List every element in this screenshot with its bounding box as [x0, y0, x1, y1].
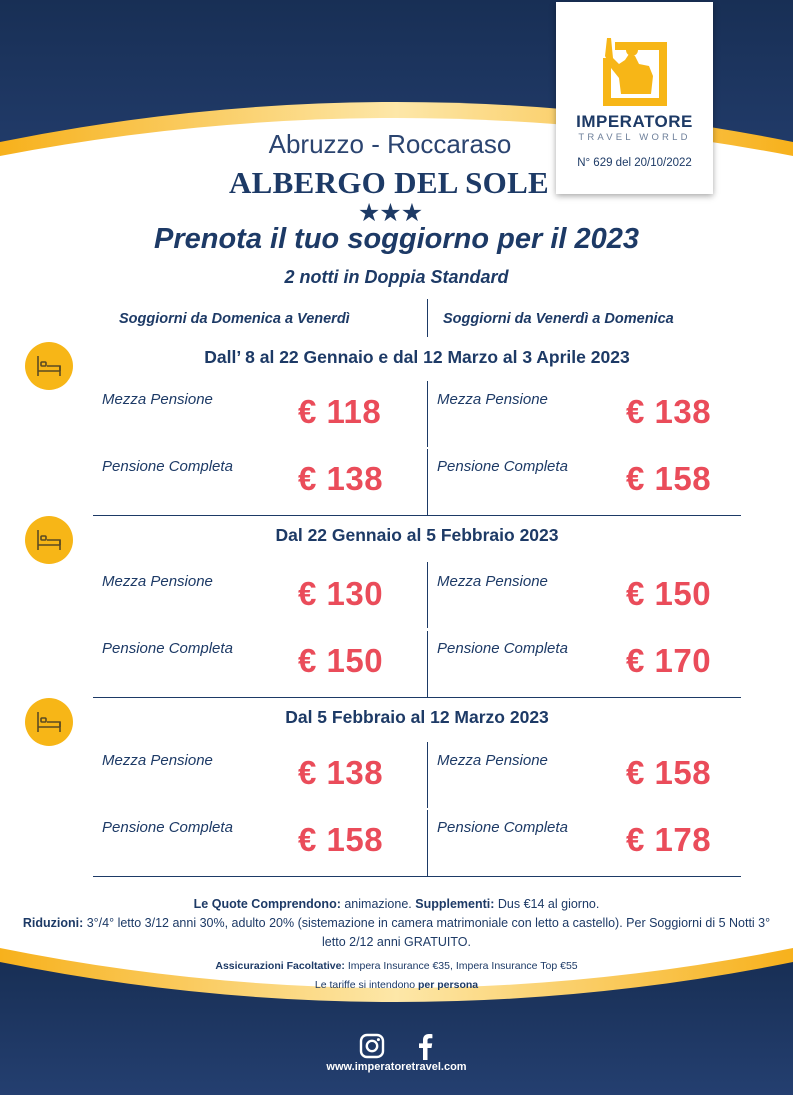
board-label: Mezza Pensione — [437, 391, 548, 408]
reductions-note — [20, 914, 773, 952]
insurance-label: Assicurazioni Facoltative: — [215, 960, 345, 972]
hotel-name: ALBERGO DEL SOLE — [228, 165, 550, 200]
price: € 158 — [626, 460, 712, 497]
price: € 170 — [626, 642, 712, 679]
column-divider — [427, 299, 428, 337]
period-title: Dal 22 Gennaio al 5 Febbraio 2023 — [275, 525, 559, 545]
supplements-text: Dus €14 al giorno. — [494, 897, 600, 911]
section-divider — [93, 515, 741, 516]
column-header-right: Soggiorni da Venerdì a Domenica — [443, 311, 674, 327]
logo-name: IMPERATORE — [576, 112, 693, 131]
insurance-text: Impera Insurance €35, Impera Insurance Top €55 — [344, 960, 578, 972]
price: € 178 — [626, 821, 712, 858]
board-label: Mezza Pensione — [437, 752, 548, 769]
column-divider — [427, 449, 428, 515]
board-label: Mezza Pensione — [102, 391, 213, 408]
logo-card — [556, 2, 713, 194]
column-divider — [427, 631, 428, 697]
period-title: Dal 5 Febbraio al 12 Marzo 2023 — [285, 707, 549, 727]
quote-text: animazione. — [340, 897, 416, 911]
price: € 138 — [298, 460, 384, 497]
board-label: Pensione Completa — [102, 640, 233, 657]
section-divider — [93, 876, 741, 877]
section-divider — [93, 697, 741, 698]
rates-text: Le tariffe si intendono — [314, 979, 419, 991]
bed-icon — [25, 516, 73, 564]
bed-icon — [25, 698, 73, 746]
hotel-stars: ★★★ — [357, 199, 423, 227]
included-supplements-note — [20, 895, 773, 914]
board-label: Pensione Completa — [437, 640, 568, 657]
column-divider — [427, 381, 428, 447]
board-label: Mezza Pensione — [102, 573, 213, 590]
price: € 138 — [626, 393, 712, 430]
tagline: Prenota il tuo soggiorno per il 2023 — [153, 223, 640, 255]
bed-icon — [25, 342, 73, 390]
price: € 118 — [298, 393, 382, 430]
rates-bold: per persona — [418, 979, 479, 991]
column-header-left: Soggiorni da Domenica a Venerdì — [119, 311, 350, 327]
website-link[interactable]: www.imperatoretravel.com — [326, 1061, 467, 1073]
column-divider — [427, 562, 428, 628]
room-subtitle: 2 notti in Doppia Standard — [284, 267, 509, 287]
period-title: Dall’ 8 al 22 Gennaio e dal 12 Marzo al 3 Aprile 2023 — [204, 347, 630, 367]
board-label: Mezza Pensione — [102, 752, 213, 769]
price: € 138 — [298, 754, 384, 791]
board-label: Pensione Completa — [102, 458, 233, 475]
reductions-text: 3°/4° letto 3/12 anni 30%, adulto 20% (sistemazione in camera matrimoniale con letto a castello). Per Soggiorni di 5 Notti 3° letto 2/12 anni GRATUITO. — [83, 916, 771, 949]
reductions-label: Riduzioni: — [22, 916, 84, 930]
facebook-icon[interactable] — [416, 1033, 434, 1060]
price: € 130 — [298, 575, 384, 612]
price: € 150 — [298, 642, 384, 679]
price: € 150 — [626, 575, 712, 612]
price: € 158 — [626, 754, 712, 791]
instagram-icon[interactable] — [359, 1033, 385, 1059]
rates-note — [20, 976, 773, 995]
board-label: Pensione Completa — [102, 819, 233, 836]
insurance-note — [20, 957, 773, 976]
column-divider — [427, 742, 428, 808]
region-title: Abruzzo - Roccaraso — [268, 129, 512, 159]
board-label: Pensione Completa — [437, 458, 568, 475]
document-number: N° 629 del 20/10/2022 — [577, 157, 692, 169]
board-label: Mezza Pensione — [437, 573, 548, 590]
supplements-label: Supplementi: — [415, 897, 495, 911]
column-divider — [427, 810, 428, 876]
price: € 158 — [298, 821, 384, 858]
board-label: Pensione Completa — [437, 819, 568, 836]
quote-label: Le Quote Comprendono: — [193, 897, 341, 911]
logo-subtitle: TRAVEL WORLD — [578, 132, 691, 143]
emperor-logo-icon — [601, 36, 669, 108]
